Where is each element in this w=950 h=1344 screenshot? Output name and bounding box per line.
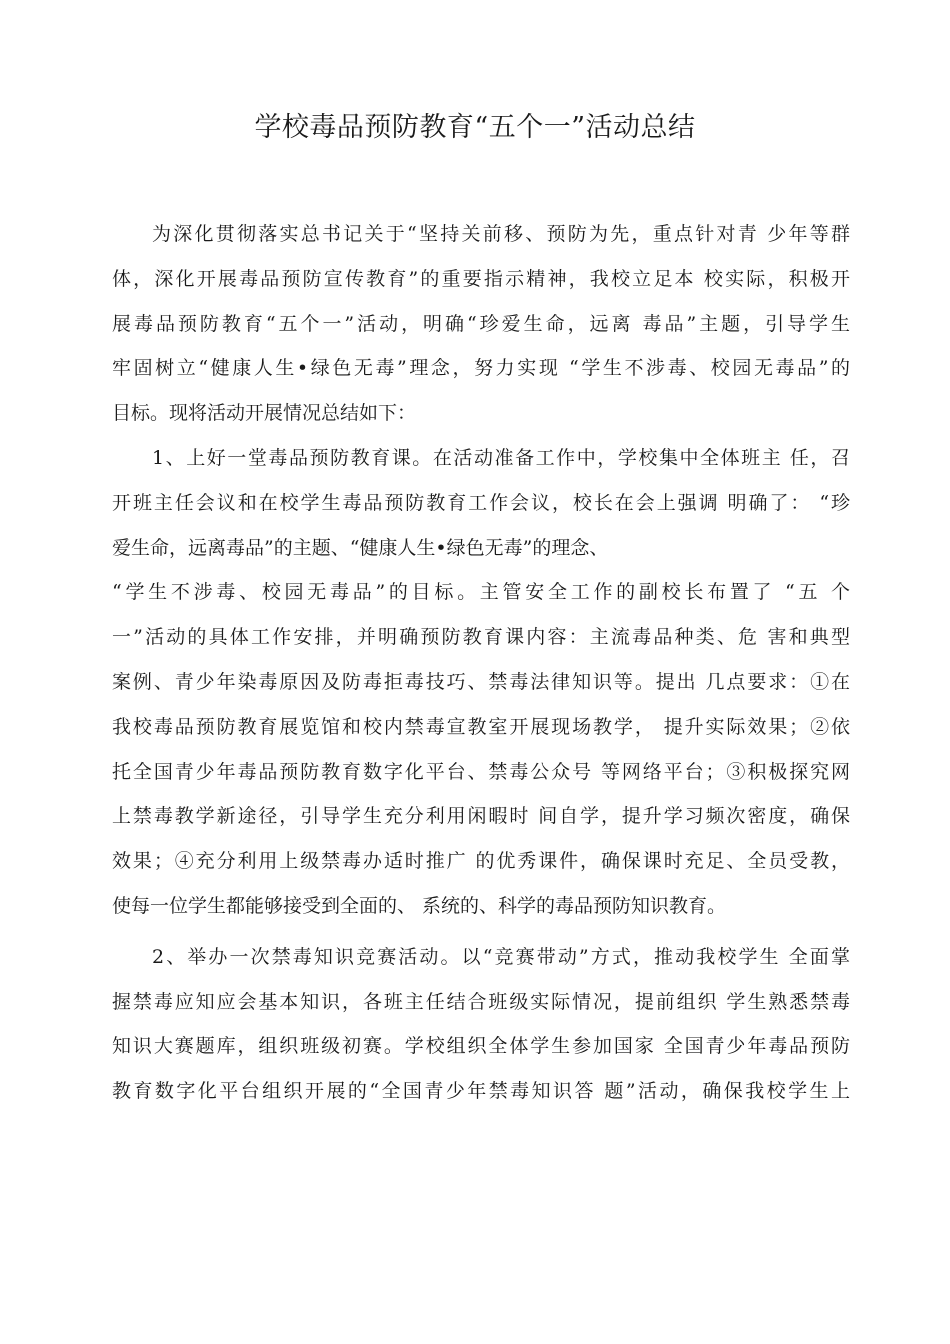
paragraph-2-line-8: 托全国青少年毒品预防教育数字化平台、禁毒公众号 等网络平台；③积极探究网 (112, 760, 850, 783)
paragraph-2-line-7: 我校毒品预防教育展览馆和校内禁毒宣教室开展现场教学， 提升实际效果；②依 (112, 715, 850, 738)
paragraph-1-line-2: 体，深化开展毒品预防宣传教育”的重要指示精神，我校立足本 校实际，积极开 (112, 267, 850, 290)
paragraph-2-line-6: 案例、青少年染毒原因及防毒拒毒技巧、禁毒法律知识等。提出 几点要求：①在 (112, 670, 850, 693)
paragraph-2-line-5: 一”活动的具体工作安排，并明确预防教育课内容：主流毒品种类、危 害和典型 (112, 626, 850, 649)
paragraph-2-line-3: 爱生命，远离毒品”的主题、“健康人生•绿色无毒”的理念、 (112, 536, 609, 559)
paragraph-3-line-3: 知识大赛题库，组织班级初赛。学校组织全体学生参加国家 全国青少年毒品预防 (112, 1035, 850, 1058)
paragraph-2-line-4: “学生不涉毒、校园无毒品”的目标。主管安全工作的副校长布置了 “五 个 (112, 581, 850, 604)
paragraph-2-line-2: 开班主任会议和在校学生毒品预防教育工作会议，校长在会上强调 明确了： “珍 (112, 491, 850, 514)
paragraph-1-line-4: 牢固树立“健康人生•绿色无毒”理念，努力实现 “学生不涉毒、校园无毒品”的 (112, 357, 850, 380)
paragraph-3-line-4: 教育数字化平台组织开展的“全国青少年禁毒知识答 题”活动，确保我校学生上 (112, 1080, 850, 1103)
paragraph-2-line-11: 使每一位学生都能够接受到全面的、 系统的、科学的毒品预防知识教育。 (112, 894, 727, 917)
paragraph-3-line-1: 2、举办一次禁毒知识竞赛活动。以“竞赛带动”方式，推动我校学生 全面掌 (152, 945, 850, 968)
paragraph-2-line-1: 1、上好一堂毒品预防教育课。在活动准备工作中，学校集中全体班主 任，召 (152, 446, 850, 469)
document-body (112, 212, 850, 1114)
paragraph-2-line-9: 上禁毒教学新途径，引导学生充分利用闲暇时 间自学，提升学习频次密度，确保 (112, 805, 850, 828)
paragraph-1-line-3: 展毒品预防教育“五个一”活动，明确“珍爱生命，远离 毒品”主题，引导学生 (112, 312, 850, 335)
paragraph-1-line-5: 目标。现将活动开展情况总结如下： (112, 402, 417, 425)
paragraph-3-line-2: 握禁毒应知应会基本知识，各班主任结合班级实际情况，提前组织 学生熟悉禁毒 (112, 990, 850, 1013)
paragraph-1-line-1: 为深化贯彻落实总书记关于“坚持关前移、预防为先，重点针对青 少年等群 (152, 223, 850, 245)
document-title: 学校毒品预防教育“五个一”活动总结 (254, 112, 696, 143)
paragraph-2-line-10: 效果；④充分利用上级禁毒办适时推广 的优秀课件，确保课时充足、全员受教， (112, 850, 850, 873)
